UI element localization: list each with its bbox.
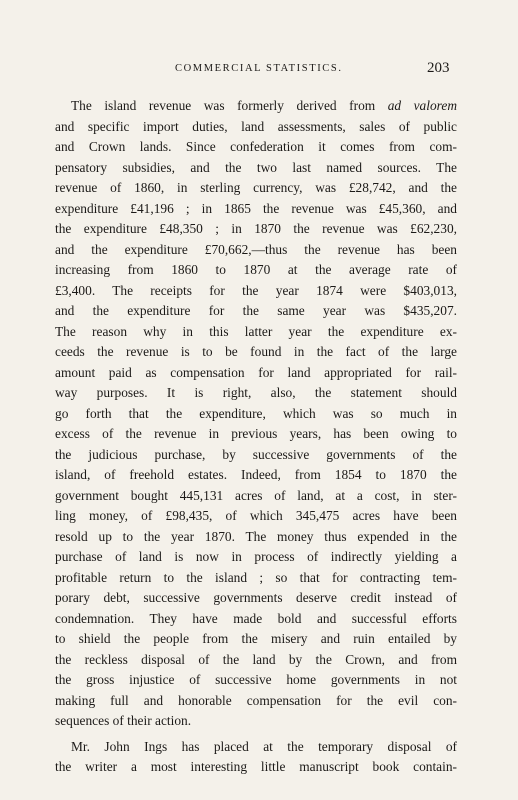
text-line: profitable return to the island ; so that for contracting tem- (55, 569, 457, 585)
text-line: the expenditure £48,350 ; in 1870 the revenue was £62,230, (55, 221, 457, 236)
text-line: condemnation. They have made bold and successful efforts (55, 610, 457, 626)
text-line: £3,400. The receipts for the year 1874 were $403,013, (55, 282, 457, 298)
running-title: COMMERCIAL STATISTICS. (175, 63, 343, 74)
paragraph (55, 96, 457, 732)
text-line: ceeds the revenue is to be found in the fact of the large (55, 344, 457, 359)
text-line: the judicious purchase, by successive governments of the (55, 446, 457, 462)
text-line: excess of the revenue in previous years, has been owing to (55, 426, 457, 441)
page-number: 203 (427, 60, 450, 76)
paragraph (55, 737, 457, 778)
text-line: the reckless disposal of the land by the Crown, and from (55, 651, 457, 667)
text-line: ling money, of £98,435, of which 345,475 acres have been (55, 508, 457, 523)
text-line: The reason why in this latter year the expenditure ex- (55, 323, 457, 339)
text-line: expenditure £41,196 ; in 1865 the revenue was £45,360, and (55, 200, 457, 216)
text-line: The island revenue was formerly derived from ad valorem (71, 98, 457, 113)
text-line: resold up to the year 1870. The money thus expended in the (55, 528, 457, 544)
text-line: way purposes. It is right, also, the statement should (55, 385, 457, 400)
text-line: sequences of their action. (55, 713, 192, 728)
text-line: increasing from 1860 to 1870 at the average rate of (55, 262, 457, 277)
text-line: to shield the people from the misery and ruin entailed by (55, 631, 457, 646)
text-line: purchase of land is now in process of indirectly yielding a (55, 549, 457, 564)
text-line: porary debt, successive governments deserve credit instead of (55, 590, 457, 605)
text-line: and the expenditure for the same year was $435,207. (55, 303, 457, 318)
text-line: the writer a most interesting little manuscript book contain- (55, 759, 457, 774)
text-line: and the expenditure £70,662,—thus the revenue has been (55, 241, 457, 257)
text-line: revenue of 1860, in sterling currency, was £28,742, and the (55, 180, 457, 195)
text-line: Mr. John Ings has placed at the temporary disposal of (71, 738, 457, 754)
running-head (0, 60, 518, 80)
body-text (55, 96, 457, 778)
text-line: amount paid as compensation for land appropriated for rail- (55, 364, 457, 380)
text-line: pensatory subsidies, and the two last named sources. The (55, 159, 457, 175)
text-line: government bought 445,131 acres of land, at a cost, in ster- (55, 487, 457, 503)
text-line: the gross injustice of successive home governments in not (55, 672, 457, 687)
italic-phrase: ad valorem (387, 98, 457, 113)
text-line: and Crown lands. Since confederation it comes from com- (55, 139, 457, 154)
text-line: making full and honorable compensation for the evil con- (55, 692, 457, 708)
text-line: go forth that the expenditure, which was so much in (55, 405, 457, 421)
text-line: and specific import duties, land assessments, sales of public (55, 118, 457, 134)
text-line: island, of freehold estates. Indeed, from 1854 to 1870 the (55, 467, 457, 482)
